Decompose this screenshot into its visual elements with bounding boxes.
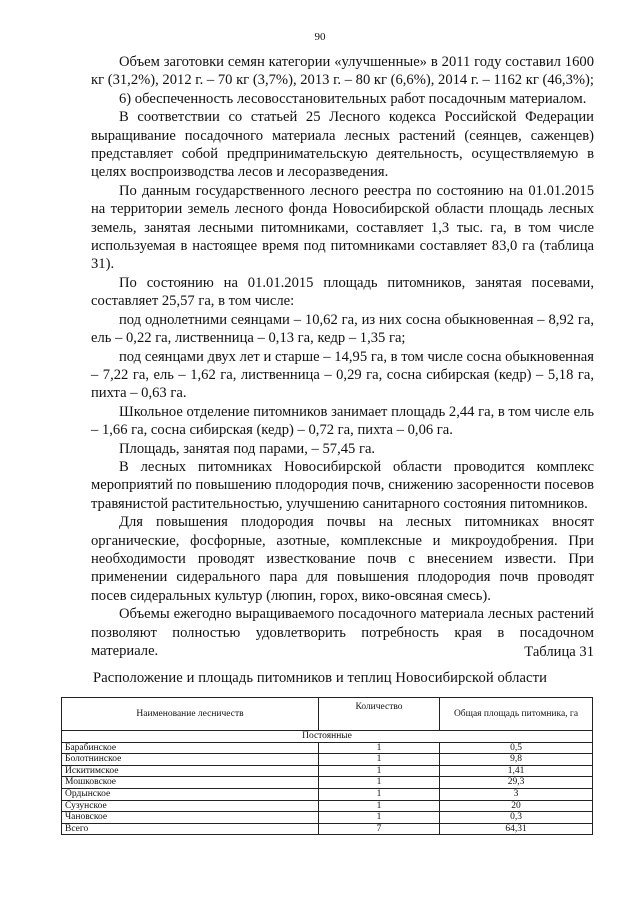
cell-count: 1	[319, 800, 440, 812]
cell-name: Мошковское	[62, 777, 319, 789]
paragraph: Площадь, занятая под парами, – 57,45 га.	[119, 440, 376, 457]
paragraph: По данным государственного лесного реестра по состоянию на 01.01.2015 на территории земель лесного фонда Новосибирской области площадь лесных земель, занятая лесными питомниками, составляет 1,3 тыс. га, в том числе используемая в настоящее время под питомниками составляет 83,0 га (таблица 31).	[91, 182, 594, 273]
table-row	[62, 777, 593, 789]
paragraph: Школьное отделение питомников занимает площадь 2,44 га, в том числе ель – 1,66 га, сосна сибирская (кедр) – 0,72 га, пихта – 0,06 га.	[91, 403, 594, 439]
paragraph: 6) обеспеченность лесовосстановительных работ посадочным материалом.	[119, 90, 587, 107]
page-number: 90	[314, 31, 326, 43]
cell-area: 9,8	[440, 754, 593, 766]
cell-area: 0,5	[440, 742, 593, 754]
cell-name: Сузунское	[62, 800, 319, 812]
table-total-row	[62, 823, 593, 835]
cell-count: 1	[319, 812, 440, 824]
paragraph: под сеянцами двух лет и старше – 14,95 га, в том числе сосна обыкновенная – 7,22 га, ель – 1,62 га, лиственница – 0,29 га, сосна сибирская (кедр) – 5,18 га, пихта – 0,63 га.	[91, 348, 594, 402]
table-title: Расположение и площадь питомников и теплиц Новосибирской области	[92, 670, 548, 686]
paragraph: под однолетними сеянцами – 10,62 га, из них сосна обыкновенная – 8,92 га, ель – 0,22 га, лиственница – 0,13 га, кедр – 1,35 га;	[91, 311, 594, 347]
table-row	[62, 812, 593, 824]
cell-area: 0,3	[440, 812, 593, 824]
paragraph: В лесных питомниках Новосибирской области проводится комплекс мероприятий по повышению плодородия почв, снижению засоренности посевов травянистой растительностью, улучшению санитарного состояния питомников.	[91, 458, 594, 512]
cell-name: Чановское	[62, 812, 319, 824]
cell-count: 1	[319, 754, 440, 766]
cell-name: Всего	[62, 823, 319, 835]
cell-name: Барабинское	[62, 742, 319, 754]
body-text	[91, 53, 594, 660]
paragraph: Для повышения плодородия почвы на лесных питомниках вносят органические, фосфорные, азотные, комплексные и микроудобрения. При необходимости проводят известкование почв с внесением извести. При применении сидерального пара для повышения плодородия почв проводят посев сидеральных культур (люпин, горох, вико-овсяная смесь).	[91, 514, 594, 604]
table-row	[62, 742, 593, 754]
cell-count: 1	[319, 788, 440, 800]
table-row	[62, 754, 593, 766]
paragraph: Объем заготовки семян категории «улучшенные» в 2011 году составил 1600 кг (31,2%), 2012 г. – 70 кг (3,7%), 2013 г. – 80 кг (6,6%), 2014 г. – 1162 кг (46,3%);	[91, 54, 594, 89]
cell-area: 3	[440, 788, 593, 800]
table-row	[62, 788, 593, 800]
cell-area: 29,3	[440, 777, 593, 789]
cell-name: Искитимское	[62, 765, 319, 777]
header-count: Количество	[319, 698, 440, 731]
cell-area: 64,31	[440, 823, 593, 835]
cell-count: 1	[319, 765, 440, 777]
header-total-area: Общая площадь питомника, га	[440, 698, 593, 731]
cell-area: 1,41	[440, 765, 593, 777]
table-group-row	[62, 731, 593, 743]
cell-name: Ордынское	[62, 788, 319, 800]
paragraph: По состоянию на 01.01.2015 площадь питомников, занятая посевами, составляет 25,57 га, в том числе:	[91, 274, 594, 310]
table-row	[62, 765, 593, 777]
cell-count: 7	[319, 823, 440, 835]
nurseries-table	[61, 697, 593, 835]
paragraph: В соответствии со статьей 25 Лесного кодекса Российской Федерации выращивание посадочного материала лесных растений (сеянцев, саженцев) представляет собой предпринимательскую деятельность, осуществляемую в целях воспроизводства лесов и лесоразведения.	[91, 109, 594, 181]
table-label: Таблица 31	[524, 644, 594, 660]
table-row	[62, 800, 593, 812]
header-forestry-name: Наименование лесничеств	[62, 698, 319, 731]
cell-area: 20	[440, 800, 593, 812]
cell-count: 1	[319, 742, 440, 754]
cell-count: 1	[319, 777, 440, 789]
cell-name: Болотнинское	[62, 754, 319, 766]
group-label: Постоянные	[62, 731, 593, 743]
table-header-row	[62, 698, 593, 731]
paragraph: Объемы ежегодно выращиваемого посадочного материала лесных растений позволяют полностью удовлетворить потребность края в посадочном материале.	[91, 606, 594, 659]
